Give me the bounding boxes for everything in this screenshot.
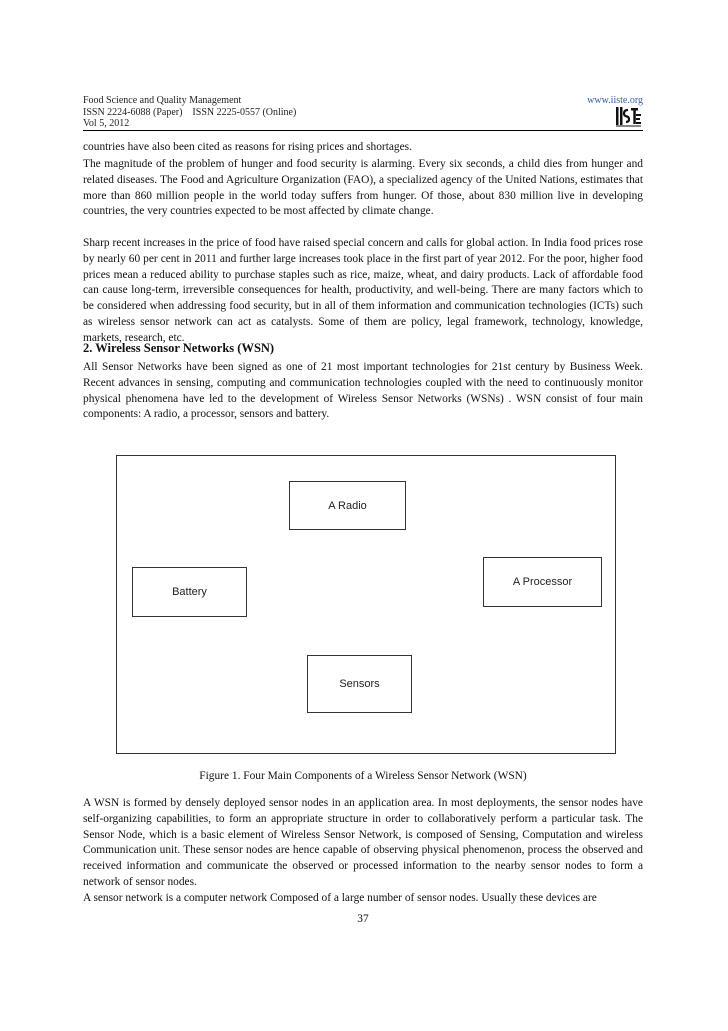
battery-component-box: Battery	[132, 567, 247, 617]
paragraph-wsn-formed: A WSN is formed by densely deployed sensor nodes in an application area. In most deployments, the sensor nodes have self-organizing capabilities, to form an appropriate structure in order to collaboratively perform a particular task. The Sensor Node, which is a basic element of Wireless Sensor Network, is composed of Sensing, Computation and wireless Communication unit. These sensor nodes are hence capable of observing physical phenomenon, process the observed and received information and communicate the observed or processed information to the nearby sensor nodes to form a network of sensor nodes.	[83, 797, 643, 888]
figure-caption: Figure 1. Four Main Components of a Wireless Sensor Network (WSN)	[199, 770, 527, 782]
volume-line: Vol 5, 2012	[83, 118, 130, 129]
paragraph-sensor-network: A sensor network is a computer network Composed of a large number of sensor nodes. Usually these devices are	[83, 892, 597, 904]
iiste-logo-icon	[616, 106, 641, 127]
radio-component-box: A Radio	[289, 481, 406, 530]
header-rule	[83, 130, 643, 131]
paragraph-wsn-intro: All Sensor Networks have been signed as one of 21 most important technologies for 21st century by Business Week. Recent advances in sensing, computing and communication technologies coupled with the need to continuously monitor physical phenomena have led to the development of Wireless Sensor Networks (WSNs) . WSN consist of four main components: A radio, a processor, sensors and battery.	[83, 361, 643, 421]
journal-title: Food Science and Quality Management	[83, 95, 242, 106]
section-heading: 2. Wireless Sensor Networks (WSN)	[83, 341, 275, 355]
journal-url-link[interactable]: www.iiste.org	[587, 95, 643, 106]
paragraph-food-prices: Sharp recent increases in the price of food have raised special concern and calls for global action. In India food prices rose by nearly 60 per cent in 2011 and further large increases took place in the first part of year 2012. For the poor, higher food prices mean a reduced ability to purchase staples such as rice, maize, wheat, and dairy products. Lack of affordable food can cause long-term, irreversible consequences for health, productivity, and well-being. There are many factors which to be considered when addressing food security, but in all of them information and communication technologies (ICTs) such as wireless sensor network can act as catalysts. Some of them are policy, legal framework, technology, knowledge, markets, research, etc.	[83, 237, 643, 344]
issn-line: ISSN 2224-6088 (Paper) ISSN 2225-0557 (Online)	[83, 106, 297, 118]
sensors-component-box: Sensors	[307, 655, 412, 713]
journal-info	[83, 95, 643, 130]
page-number: 37	[357, 913, 369, 925]
wsn-components-diagram	[116, 455, 616, 754]
paragraph-continuation: countries have also been cited as reasons for rising prices and shortages.	[83, 141, 412, 153]
paragraph-hunger: The magnitude of the problem of hunger and food security is alarming. Every six seconds, a child dies from hunger and related diseases. The Food and Agriculture Organization (FAO), a specialized agency of the United Nations, estimates that more than 860 million people in the world today suffers from hunger. Of those, about 830 million live in developing countries, the very countries expected to be most affected by climate change.	[83, 158, 643, 218]
processor-component-box: A Processor	[483, 557, 602, 607]
